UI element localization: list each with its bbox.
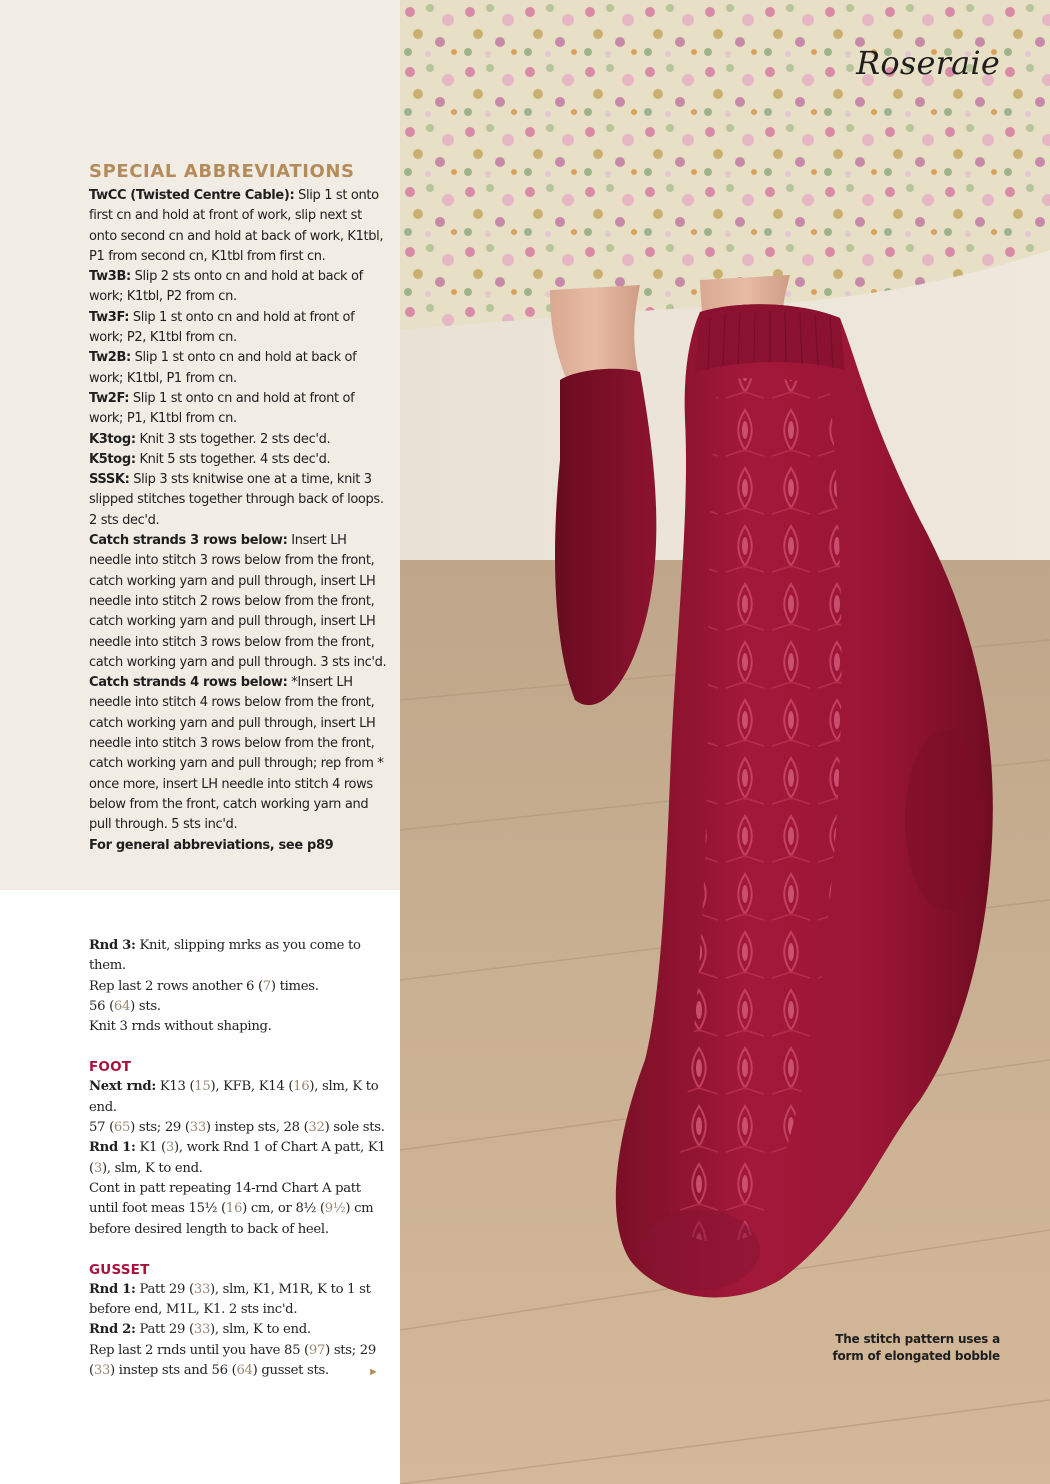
foot-count: 57 (65) sts; 29 (33) instep sts, 28 (32) sole sts. xyxy=(89,1120,385,1136)
abbreviation-term: TwCC (Twisted Centre Cable): xyxy=(89,188,295,203)
abbreviation-term: Catch strands 3 rows below: xyxy=(89,533,288,549)
gusset-repeat: Rep last 2 rnds until you have 85 (97) sts; 29 (33) instep sts and 56 (64) gusset sts. xyxy=(89,1342,376,1379)
rnd3-instruction: Rnd 3: Knit, slipping mrks as you come to them. xyxy=(89,938,361,974)
knit-rounds: Knit 3 rnds without shaping. xyxy=(89,1019,272,1035)
abbreviation-definition: Slip 1 st onto cn and hold at back of work; K1tbl, P1 from cn. xyxy=(89,350,357,386)
sock-photo xyxy=(400,0,1050,1484)
abbreviations-footer: For general abbreviations, see p89 xyxy=(89,837,334,853)
abbreviation-definition: Slip 2 sts onto cn and hold at back of work; K1tbl, P2 from cn. xyxy=(89,269,363,305)
abbreviation-definition: Knit 3 sts together. 2 sts dec'd. xyxy=(135,431,331,447)
abbreviation-items xyxy=(89,186,389,836)
abbreviation-term: Tw3F: xyxy=(89,309,130,325)
abbreviation-definition: Slip 1 st onto cn and hold at front of work; P1, K1tbl from cn. xyxy=(89,390,355,427)
gusset-heading: GUSSET xyxy=(89,1261,150,1278)
abbreviation-definition: *Insert LH needle into stitch 4 rows below from the front, catch working yarn and pull through, insert LH needle into stitch 3 rows below from the front, catch working yarn and pull through; rep from * once more, insert LH needle into stitch 4 rows below from the front, catch working yarn and pull through. 5 sts inc'd. xyxy=(89,675,384,833)
abbreviation-definition: Insert LH needle into stitch 3 rows below from the front, catch working yarn and pull through, insert LH needle into stitch 2 rows below from the front, catch working yarn and pull through, insert LH needle into stitch 3 rows below from the front, catch working yarn and pull through. 3 sts inc'd. xyxy=(89,533,387,670)
foot-next-rnd: Next rnd: K13 (15), KFB, K14 (16), slm, K to end. xyxy=(89,1079,379,1115)
pattern-instructions xyxy=(89,936,389,1381)
sock-illustration xyxy=(400,0,1050,1484)
abbreviation-item xyxy=(89,470,389,531)
abbreviation-item xyxy=(89,389,389,430)
abbreviation-definition: Slip 1 st onto first cn and hold at front of work, slip next st onto second cn and hold at back of work, K1tbl, P1 from second cn, K1tbl from first cn. xyxy=(89,188,384,264)
continue-arrow-icon: ► xyxy=(368,1366,379,1378)
gusset-rnd1: Rnd 1: Patt 29 (33), slm, K1, M1R, K to 1 st before end, M1L, K1. 2 sts inc'd. xyxy=(89,1281,371,1318)
abbreviation-term: SSSK: xyxy=(89,472,130,488)
abbreviation-item xyxy=(89,348,389,389)
abbreviation-term: Tw3B: xyxy=(89,269,131,285)
foot-heading: FOOT xyxy=(89,1059,132,1076)
abbreviation-item xyxy=(89,267,389,308)
photo-caption: The stitch pattern uses a form of elongated bobble xyxy=(832,1332,1000,1363)
foot-continue: Cont in patt repeating 14-rnd Chart A patt until foot meas 15½ (16) cm, or 8½ (9½) cm before desired length to back of heel. xyxy=(89,1180,374,1237)
abbreviation-term: K3tog: xyxy=(89,431,136,447)
abbreviations-heading: SPECIAL ABBREVIATIONS xyxy=(89,161,355,182)
abbreviation-definition: Slip 1 st onto cn and hold at front of work; P2, K1tbl from cn. xyxy=(89,309,355,346)
stitch-count: 56 (64) sts. xyxy=(89,998,161,1014)
repeat-instruction: Rep last 2 rows another 6 (7) times. xyxy=(89,978,319,994)
abbreviation-item xyxy=(89,531,389,673)
abbreviation-definition: Slip 3 sts knitwise one at a time, knit 3 slipped stitches together through back of loops. 2 sts dec'd. xyxy=(89,472,384,528)
abbreviation-term: Tw2F: xyxy=(89,390,130,406)
abbreviation-item xyxy=(89,308,389,349)
gusset-rnd2: Rnd 2: Patt 29 (33), slm, K to end. xyxy=(89,1322,311,1338)
foot-rnd1: Rnd 1: K1 (3), work Rnd 1 of Chart A patt, K1 (3), slm, K to end. xyxy=(89,1140,386,1176)
abbreviation-definition: Knit 5 sts together. 4 sts dec'd. xyxy=(135,451,331,467)
abbreviation-term: K5tog: xyxy=(89,451,136,467)
abbreviations-list xyxy=(89,160,389,856)
abbreviation-item xyxy=(89,450,389,470)
page-title: Roseraie xyxy=(856,44,1000,82)
abbreviation-term: Catch strands 4 rows below: xyxy=(89,675,288,691)
abbreviation-item xyxy=(89,430,389,450)
abbreviation-item xyxy=(89,186,389,267)
abbreviation-item xyxy=(89,673,389,835)
abbreviation-term: Tw2B: xyxy=(89,350,131,366)
